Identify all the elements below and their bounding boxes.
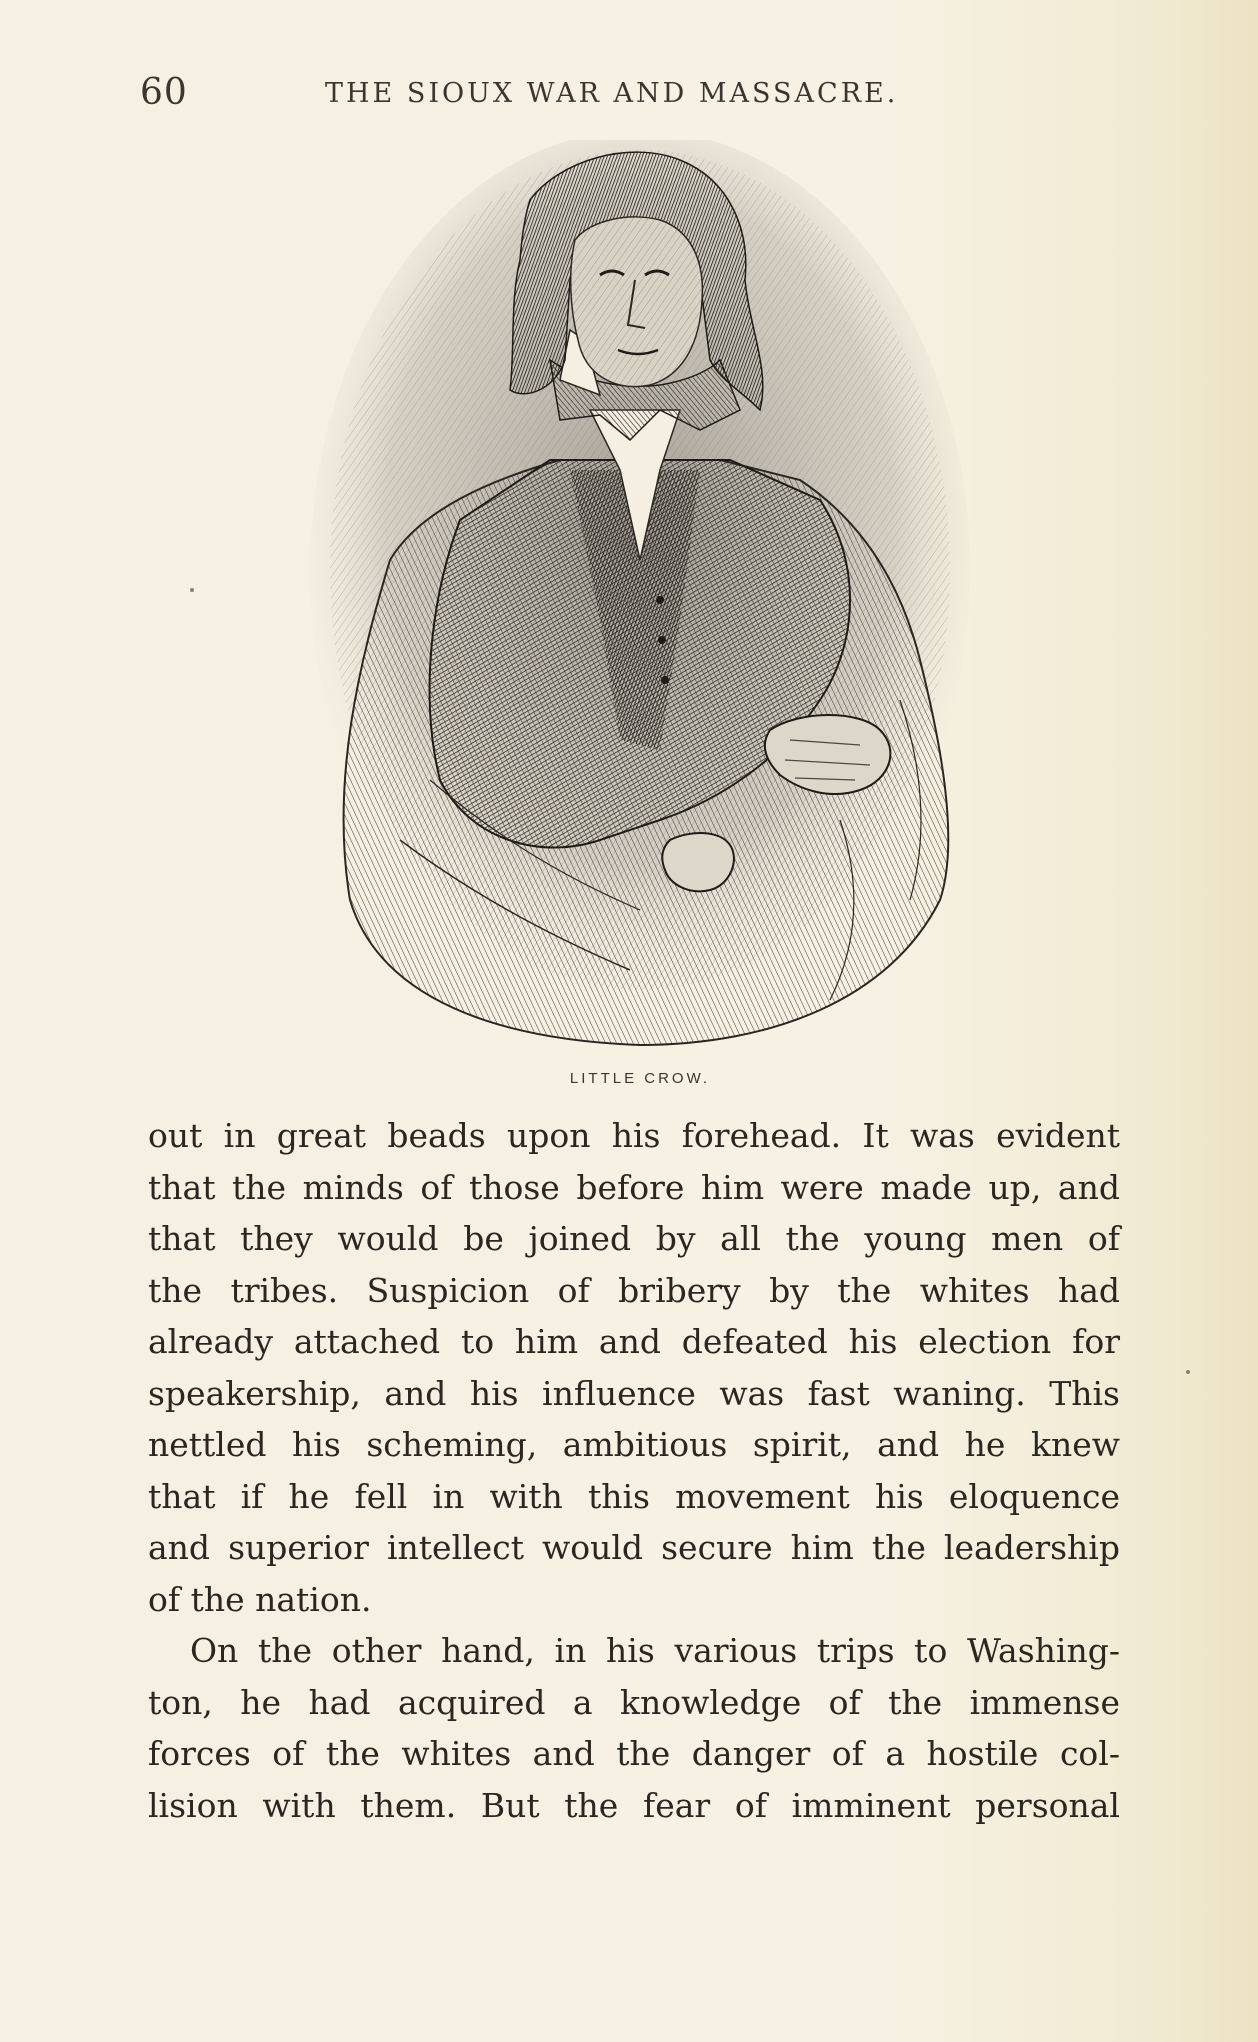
text-line: On the other hand, in his various trips to Washing- xyxy=(190,1631,1120,1670)
paper-speck xyxy=(190,588,194,592)
body-text xyxy=(148,1110,1120,1831)
page-number: 60 xyxy=(140,72,188,113)
left-hand xyxy=(662,833,734,891)
text-line: ton, he had acquired a knowledge of the immense xyxy=(148,1682,1120,1722)
text-line: forces of the whites and the danger of a hostile col- xyxy=(148,1734,1120,1773)
text-line: lision with them. But the fear of imminent personal xyxy=(148,1785,1120,1825)
text-line: nettled his scheming, ambitious spirit, and he knew xyxy=(148,1425,1120,1464)
figure-caption: LITTLE CROW. xyxy=(569,1070,711,1087)
coat-button xyxy=(658,636,666,644)
text-line: out in great beads upon his forehead. It was evident xyxy=(148,1116,1120,1155)
text-line: of the nation. xyxy=(148,1579,372,1619)
paper-speck xyxy=(1186,1370,1190,1374)
text-line: the tribes. Suspicion of bribery by the whites had xyxy=(148,1270,1120,1310)
portrait-engraving xyxy=(300,140,980,1060)
coat-button xyxy=(661,676,669,684)
text-line: already attached to him and defeated his election for xyxy=(148,1322,1120,1361)
text-line: speakership, and his influence was fast waning. This xyxy=(148,1373,1120,1413)
text-line: that they would be joined by all the young men of xyxy=(148,1219,1120,1258)
running-head: THE SIOUX WAR AND MASSACRE. xyxy=(325,78,899,109)
text-line: and superior intellect would secure him the leadership xyxy=(148,1528,1120,1567)
text-line: that the minds of those before him were made up, and xyxy=(148,1167,1120,1207)
coat-button xyxy=(656,596,664,604)
text-line: that if he fell in with this movement his eloquence xyxy=(148,1476,1120,1516)
